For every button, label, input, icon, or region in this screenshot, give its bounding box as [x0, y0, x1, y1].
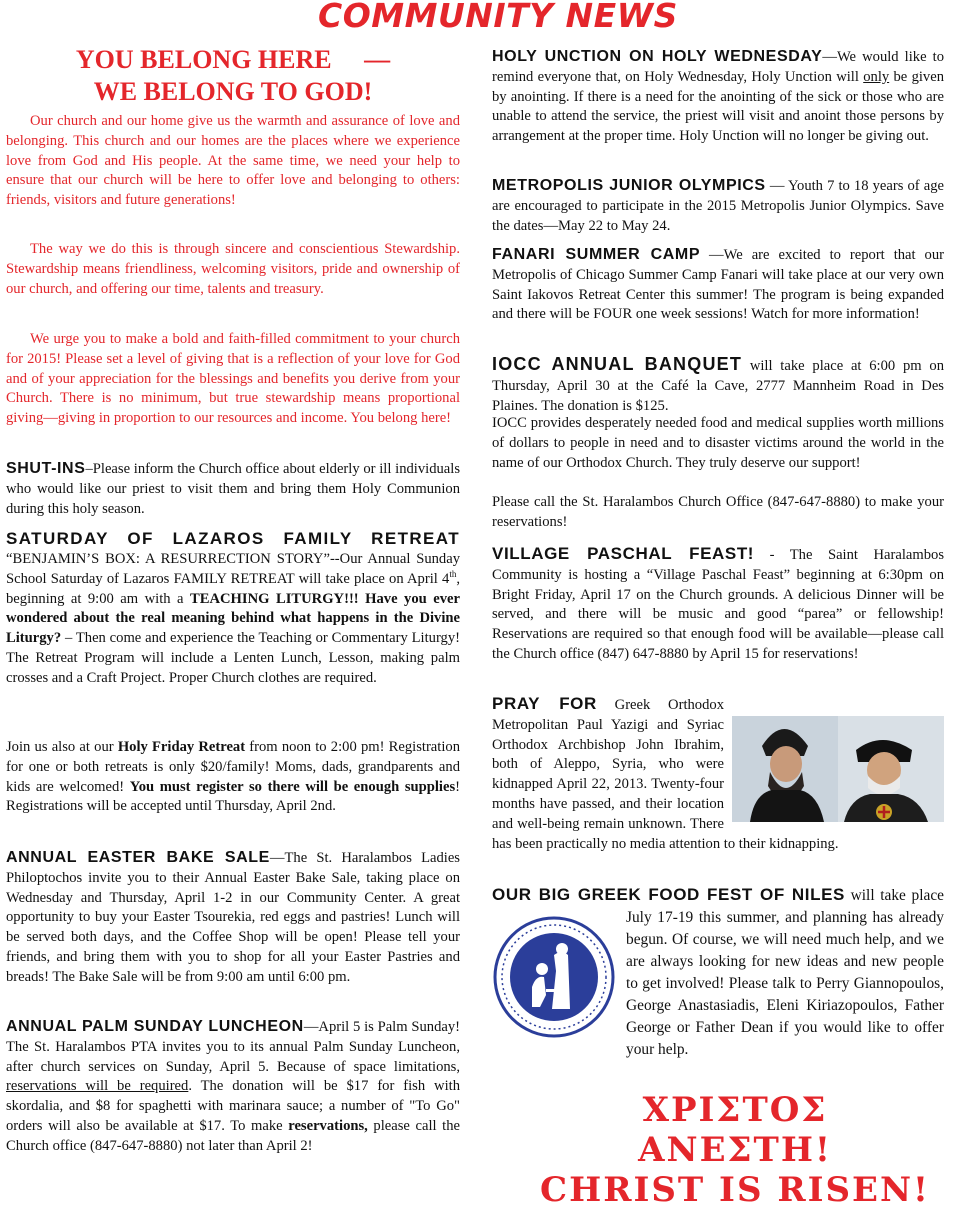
unction-section: [492, 47, 944, 147]
village-feast-body: - The Saint Haralambos Community is hosting a “Village Paschal Feast” beginning at 6:30pm on Bright Friday, April 17 on the Church grounds. A delicious Dinner will be served, and there will be music and good “parea” or fellowship! Reservations are required so that enough food will be available—please call the Church office (847) 647-8880 by April 15 for reservations!: [492, 547, 944, 662]
shutins-heading: SHUT-INS: [6, 460, 86, 477]
friday-section: [6, 738, 460, 817]
olympics-body: — Youth 7 to 18 years of age are encouraged to participate in the 2015 Metropolis Junior Olympics. Save the dates—May 22 to May 24.: [492, 178, 944, 234]
friday-text-b: from noon to 2:00 pm! Registration for one or both retreats is only $20/family! Moms, dads, grandparents and kids are welcomed!: [6, 739, 460, 795]
fanari-body: —We are excited to report that our Metropolis of Chicago Summer Camp Fanari will take place at our very own Saint Iakovos Retreat Center this summer! The program is being expanded and there will be FOUR one week sessions! Watch for more information!: [492, 247, 944, 323]
palm-sunday-section: [6, 1017, 460, 1157]
palm-bold: reservations,: [288, 1117, 368, 1134]
village-feast-section: [492, 544, 944, 665]
greek-greeting: ΧΡΙΣΤΟΣ ΑΝΕΣΤΗ!: [638, 1090, 832, 1170]
lazaros-text-c: – Then come and experience the Teaching or Commentary Liturgy! The Retreat Program will include a Lenten Lunch, Lesson, making palm crosses and a Craft Project. Proper Church clothes are required.: [6, 630, 460, 686]
belong-paragraph-1: Our church and our home give us the warmth and assurance of love and belonging. This church and our homes are the places where we experience love from God and His people. At the same time, we need your help to ensure that our church will be here to offer love and belonging to others: friends, visitors and future generations!: [6, 113, 460, 209]
masthead-title: COMMUNITY NEWS: [318, 0, 678, 35]
food-fest-section: [492, 884, 944, 1061]
belong-title-line1: YOU BELONG HERE: [75, 45, 332, 74]
friday-text-a: Join us also at our: [6, 739, 118, 755]
unction-text-a: —We would like to remind everyone that, on Holy Wednesday, Holy Unction will: [492, 49, 945, 85]
bake-sale-body: —The St. Haralambos Ladies Philoptochos invite you to their Annual Easter Bake Sale, taking place on Wednesday and Thursday, April 1-2 in our Community Center. A great opportunity to buy your Easter Tsourekia, red eggs and pastries! Lunch will be served both days, and the Coffee Shop will be open! Please tell your friends, and bring them with you to shop for all your Easter Pastries and breads! The Bake Sale will be from 9:00 am until 6:00 pm.: [6, 850, 460, 985]
lazaros-sup: th: [449, 568, 457, 579]
palm-sunday-heading: ANNUAL PALM SUNDAY LUNCHEON: [6, 1018, 304, 1035]
english-greeting: CHRIST IS RISEN!: [540, 1170, 930, 1210]
unction-text-b: be given by anointing. If there is a need for the anointing of the sick or those who are unable to attend the service, the priest will visit and anoint those persons by arrangement at the proper time. Holy Unction will no longer be giving out.: [492, 68, 944, 145]
friday-bold-2: You must register so there will be enough supplies: [129, 778, 456, 795]
palm-text-a: —April 5 is Palm Sunday! The St. Haralambos PTA invites you to its annual Palm Sunday Luncheon, after church services on Sunday, April 5. Because of space limitations,: [6, 1019, 461, 1075]
fanari-heading: FANARI SUMMER CAMP: [492, 246, 701, 263]
palm-underline: reservations will be required: [6, 1078, 189, 1095]
iocc-paragraph-1: will take place at 6:00 pm on Thursday, April 30 at the Café la Cave, 2777 Mannheim Road in Des Plaines. The donation is $125.: [492, 358, 944, 414]
belong-paragraph-2: The way we do this is through sincere and conscientious Stewardship. Stewardship means friendliness, welcoming visitors, pride and ownership of our church, and offering our time, talents and treasury.: [6, 241, 460, 297]
belong-title-line2: WE BELONG TO GOD!: [93, 77, 373, 106]
belong-paragraph-3: We urge you to make a bold and faith-filled commitment to your church for 2015! Please set a level of giving that is a reflection of your love for God and of your appreciation for the blessings and benefits you derive from your Church. There is no minimum, but true stewardship means proportional giving—giving in proportion to our resources and income. You belong here!: [6, 331, 460, 427]
bake-sale-section: [6, 848, 460, 988]
philoptochos-seal-icon: [492, 915, 616, 1039]
bake-sale-heading: ANNUAL EASTER BAKE SALE: [6, 849, 270, 866]
belong-title: [6, 44, 460, 108]
food-fest-body: will take place July 17-19 this summer, and planning has already begun. Of course, we will need much help, and we are always looking for new ideas and new people to get involved! Please talk to Perry Giannopoulos, George Anastasiadis, Eleni Kiriazopoulos, Father George or Father Dean if you would like to offer your help.: [626, 887, 944, 1058]
iocc-paragraph-3: Please call the St. Haralambos Church Office (847-647-8880) to make your reservations!: [492, 494, 944, 530]
unction-heading: HOLY UNCTION ON HOLY WEDNESDAY: [492, 48, 823, 65]
seal-svg: [492, 915, 616, 1039]
lazaros-bold: TEACHING LITURGY!!! Have you ever wondered about the real meaning behind what happens in the Divine Liturgy?: [6, 590, 460, 647]
lazaros-body: [6, 550, 460, 689]
olympics-section: [492, 176, 944, 236]
lazaros-text-b: , beginning at 9:00 am with a: [6, 570, 460, 607]
belong-title-dash: —: [364, 45, 391, 74]
shutins-section: [6, 459, 460, 519]
pray-for-section: [492, 694, 944, 854]
olympics-heading: METROPOLIS JUNIOR OLYMPICS: [492, 177, 766, 194]
palm-text-c: please call the Church office (847-647-8880) not later than April 2!: [6, 1117, 461, 1154]
palm-text-b: . The donation will be $17 for fish with skordalia, and $8 for spaghetti with marinara sauce; a number of "To Go" orders will also be available at $17. To make: [6, 1078, 460, 1134]
friday-text-c: ! Registrations will be accepted until Thursday, April 2nd.: [6, 778, 460, 815]
pray-for-body: Greek Orthodox Metropolitan Paul Yazigi and Syriac Orthodox Archbishop John Ibrahim, both of Aleppo, Syria, who were kidnapped April 22, 2013. Twenty-four months have passed, and their location and well-being remain unknown. There has been practically no media attention to their kidnapping.: [492, 697, 839, 852]
bishops-photo-svg: [732, 716, 944, 822]
pray-for-heading: PRAY FOR: [492, 694, 597, 713]
food-fest-heading: OUR BIG GREEK FOOD FEST OF NILES: [492, 885, 845, 904]
iocc-section: [492, 355, 944, 416]
friday-bold: Holy Friday Retreat: [117, 739, 246, 755]
unction-underline: only: [863, 68, 890, 85]
village-feast-heading: VILLAGE PASCHAL FEAST!: [492, 544, 755, 563]
lazaros-heading: SATURDAY OF LAZAROS FAMILY RETREAT: [6, 529, 460, 548]
easter-greeting: [540, 1090, 930, 1210]
iocc-paragraph-2: IOCC provides desperately needed food and medical supplies worth millions of dollars to people in need and to disaster victims around the world in the name of our Orthodox Church. They truly deserve our support!: [492, 415, 944, 471]
iocc-heading: IOCC ANNUAL BANQUET: [492, 354, 743, 374]
shutins-body: –Please inform the Church office about elderly or ill individuals who would like our priest to visit them and bring them Holy Communion during this holy season.: [6, 461, 460, 517]
fanari-section: [492, 245, 944, 325]
bishops-photo-icon: [732, 716, 944, 822]
lazaros-text-a: “BENJAMIN’S BOX: A RESURRECTION STORY”--Our Annual Sunday School Saturday of Lazaros FAMILY RETREAT will take place on April 4: [6, 551, 460, 587]
